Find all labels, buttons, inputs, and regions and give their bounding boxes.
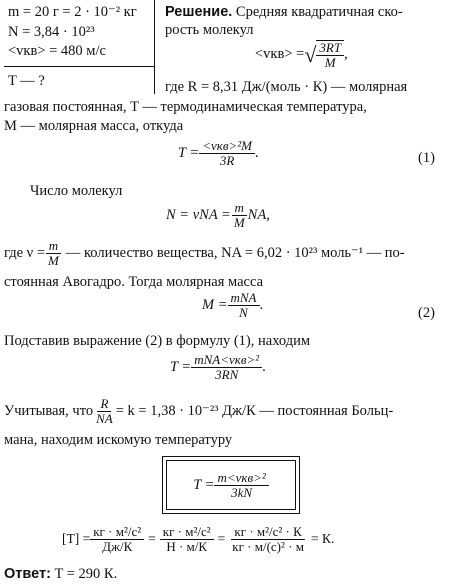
- eq2: M = $\frac{\text{mNA}}{N}$ .: [202, 290, 264, 320]
- where-line1: где R = 8,31 Дж/(моль · К) — молярная: [165, 79, 408, 95]
- answer-line: Ответ: T = 290 К.: [4, 566, 118, 582]
- eq2-tag: (2): [418, 305, 435, 321]
- avogadro-line: стоянная Авогадро. Тогда молярная масса: [4, 274, 264, 290]
- eq-n: N = νNA = $\frac{m}{M}$ NA,: [166, 200, 270, 230]
- solution-heading: Решение. Средняя квадратичная ско-: [165, 4, 403, 20]
- eq3: T = $\frac{\text{mNA<vкв>²}}{3RN}$ .: [170, 352, 266, 382]
- nu-line: где ν = $\frac{m}{M}$ — количество вещества, NA = 6,02 · 10²³ моль⁻¹ — по-: [4, 238, 405, 268]
- where-line2: газовая постоянная, T — термодинамическая температура,: [4, 99, 367, 115]
- given-divider: [4, 66, 154, 67]
- given-vertical-line: [154, 0, 155, 94]
- eq-vkv: <vкв> = √ $\frac{3RT}{M}$ ,: [255, 40, 348, 70]
- substitute-line: Подставив выражение (2) в формулу (1), находим: [4, 333, 311, 349]
- solution-line2: рость молекул: [165, 22, 254, 38]
- given-n: N = 3,84 · 10²³: [8, 24, 95, 40]
- units-line: [T] = $\frac{\text{кг · м²/с²}}{Дж/К}$ = $\frac{\text{кг · м²/с²}}{Н \cdot м/К}$ = $\frac{\text{кг · м²/с² · К}}{\text{кг · м/(с)² · м}}$ = К.: [62, 524, 335, 554]
- eq1-tag: (1): [418, 150, 435, 166]
- count-text: Число молекул: [30, 183, 123, 199]
- where-line3: M — молярная масса, откуда: [4, 118, 184, 134]
- given-find: T — ?: [8, 73, 45, 89]
- considering-line: Учитывая, что $\frac{R}{NA}$ = k = 1,38 · 10⁻²³ Дж/К — постоянная Больц-: [4, 396, 394, 426]
- boxed-formula: T = $\frac{\text{m<vкв>²}}{3kN}$: [166, 460, 296, 510]
- sqrt-symbol: √ $\frac{3RT}{M}$: [304, 40, 344, 69]
- eq1: T = $\frac{\text{<vкв>²M}}{3R}$ .: [178, 138, 259, 168]
- find-temp-line: мана, находим искомую температуру: [4, 432, 233, 448]
- given-mass: m = 20 г = 2 · 10⁻² кг: [8, 4, 137, 20]
- given-v: <vкв> = 480 м/с: [8, 43, 106, 59]
